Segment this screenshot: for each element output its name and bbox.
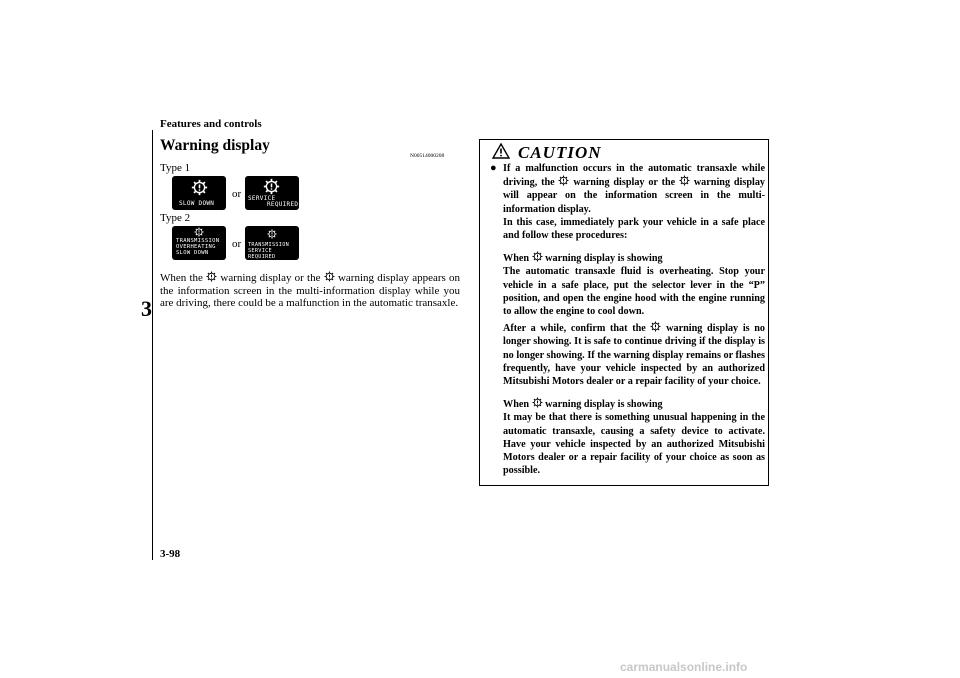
body-text-part: When the [160, 272, 203, 284]
or-label: or [232, 188, 242, 200]
gear-warning-icon [558, 175, 569, 186]
caution-when-2-text: It may be that there is something unusual happening in the automatic transaxle, causing a safety device to activate. Have your vehicle inspected by an authorized Mitsubishi Motors dealer or a repair facility of your choice as soon as possible. [503, 412, 765, 477]
type-1-label: Type 1 [160, 162, 191, 174]
caution-when-1-text: The automatic transaxle fluid is overheating. Stop your vehicle in a safe place, put the selector lever in the “P” position, and open the engine hood with the engine running to allow the engine to cool down. [503, 266, 765, 318]
bullet: ● [490, 162, 497, 174]
body-paragraph [160, 271, 460, 310]
gear-warning-icon [650, 321, 661, 332]
display-caption: REQUIRED [267, 201, 299, 208]
body-text-part: warning display appears on the information screen in the multi-information display while you are driving, there could be a malfunction in the automatic transaxle. [160, 272, 461, 309]
chapter-divider [152, 130, 153, 560]
warning-display-service-required [245, 176, 299, 210]
display-caption: SLOW DOWN [176, 250, 209, 256]
or-label: or [232, 238, 242, 250]
warning-triangle-icon [492, 143, 510, 159]
warning-display-transmission-service [245, 226, 299, 260]
warning-display-transmission-overheating [172, 226, 226, 260]
caution-intro: If a malfunction occurs in the automatic transaxle while driving, the warning display or the warning display will appear on the information screen in the multi-information display. [503, 163, 766, 215]
running-header: Features and controls [160, 118, 262, 130]
caution-body [490, 162, 765, 477]
gear-warning-icon [263, 178, 280, 195]
caution-box [479, 139, 769, 486]
caution-when-2-heading: When warning display is showing [503, 399, 663, 411]
caution-when-1-after: After a while, confirm that the warning display is no longer showing. It is safe to continue driving if the display is no longer showing. If the warning display remains or flashes frequently, have your vehicle inspected by an authorized Mitsubishi Motors dealer or a repair facility of your choice. [503, 323, 766, 388]
display-caption: TRANSMISSION [248, 242, 290, 248]
gear-warning-icon [267, 229, 277, 239]
caution-when-1-heading: When warning display is showing [503, 253, 663, 265]
display-caption: OVERHEATING [176, 244, 216, 250]
caution-instruction: In this case, immediately park your vehicle in a safe place and follow these procedures: [503, 216, 765, 242]
gear-warning-icon [532, 397, 543, 408]
display-caption: SERVICE [248, 195, 276, 202]
caution-title: CAUTION [518, 143, 602, 162]
gear-warning-icon [191, 179, 208, 196]
display-caption: SERVICE REQUIRED [248, 248, 276, 260]
body-text-part: warning display or the [220, 272, 321, 284]
gear-warning-icon [194, 227, 204, 237]
chapter-number: 3 [141, 296, 152, 321]
type-2-label: Type 2 [160, 212, 191, 224]
gear-warning-icon [324, 271, 335, 282]
gear-warning-icon [532, 251, 543, 262]
page-number: 3-98 [160, 548, 181, 560]
section-code: N00514000208 [410, 153, 445, 159]
warning-display-slow-down [172, 176, 226, 210]
gear-warning-icon [206, 271, 217, 282]
display-caption: TRANSMISSION [176, 238, 220, 244]
gear-warning-icon [679, 175, 690, 186]
section-title: Warning display [160, 137, 270, 154]
display-caption: SLOW DOWN [179, 200, 215, 207]
watermark: carmanualsonline.info [620, 660, 748, 674]
